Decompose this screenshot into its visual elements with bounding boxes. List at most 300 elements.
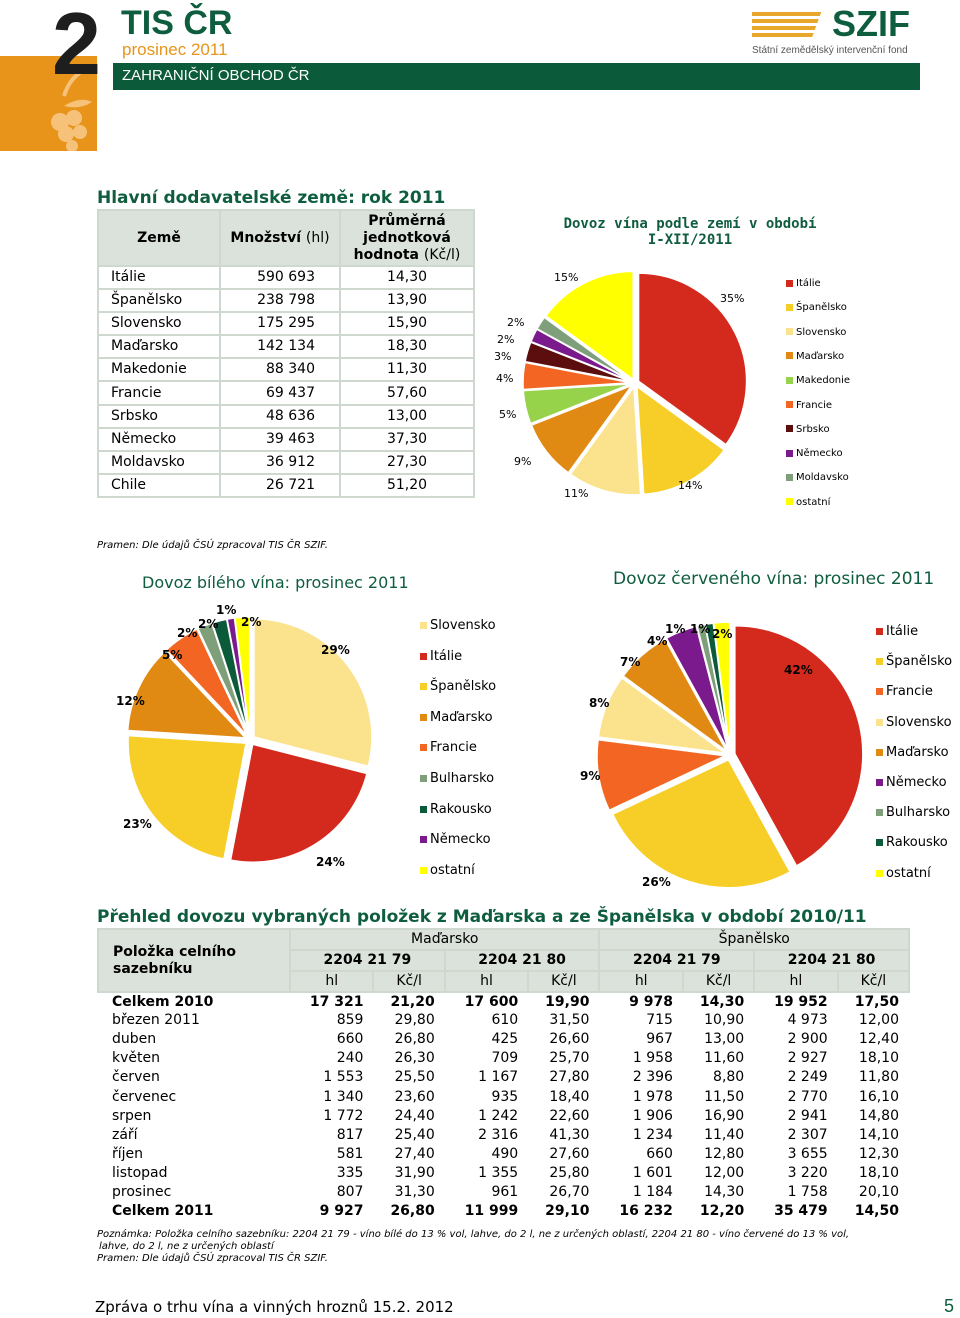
table-cell: 24,40 xyxy=(394,1107,435,1124)
table-cell: 57,60 xyxy=(340,381,474,404)
table-row xyxy=(98,1107,909,1126)
table-cell: Francie xyxy=(98,381,220,404)
table-cell: 1 355 xyxy=(478,1164,519,1181)
table-cell: 14,30 xyxy=(340,266,474,289)
legend-item xyxy=(786,448,843,460)
table-cell: 25,70 xyxy=(549,1050,590,1067)
szif-subtitle: Státní zemědělský intervenční fond xyxy=(752,45,908,56)
legend-label: Moldavsko xyxy=(796,472,849,484)
table-row xyxy=(98,1011,909,1030)
table-cell: 14,30 xyxy=(704,1183,745,1200)
table-cell: 23,60 xyxy=(394,1088,435,1105)
legend-swatch xyxy=(786,304,793,311)
table-cell: 1 601 xyxy=(632,1164,673,1181)
legend-swatch xyxy=(786,401,793,408)
col-spain: Španělsko xyxy=(599,929,909,950)
table-cell: 14,10 xyxy=(858,1126,899,1143)
table-cell: 18,10 xyxy=(858,1050,899,1067)
table-cell: 490 xyxy=(491,1145,519,1162)
table-cell: 1 906 xyxy=(632,1107,673,1124)
table-cell: 142 134 xyxy=(220,335,340,358)
table-cell: 240 xyxy=(336,1050,364,1067)
table-cell: 11,80 xyxy=(858,1069,899,1086)
table-row xyxy=(98,1183,909,1202)
table-cell: 1 340 xyxy=(323,1088,364,1105)
legend-label: Maďarsko xyxy=(430,709,493,725)
table-cell: 2 941 xyxy=(787,1107,828,1124)
legend-item xyxy=(420,771,494,786)
legend-label: Španělsko xyxy=(430,679,497,695)
col-item: Položka celního sazebníku xyxy=(98,929,290,992)
table-cell: 610 xyxy=(491,1012,519,1029)
table-row xyxy=(98,474,474,497)
table-cell: 14,30 xyxy=(699,993,745,1010)
table2-title: Přehled dovozu vybraných položek z Maďarska a ze Španělska v období 2010/11 xyxy=(97,907,867,927)
table-cell: 2 770 xyxy=(787,1088,828,1105)
table-cell: 1 958 xyxy=(632,1050,673,1067)
table-cell: 16,10 xyxy=(858,1088,899,1105)
table-cell: 26,70 xyxy=(549,1183,590,1200)
legend-item xyxy=(786,497,830,509)
legend-label: Makedonie xyxy=(796,375,851,387)
szif-logo-icon xyxy=(752,10,822,43)
legend-item xyxy=(420,679,496,694)
table-cell: 1 167 xyxy=(478,1069,519,1086)
legend-swatch xyxy=(786,280,793,287)
table-cell: 19,90 xyxy=(545,993,590,1010)
legend-item xyxy=(786,327,846,339)
table-cell: 2 249 xyxy=(787,1069,828,1086)
table-cell: Německo xyxy=(98,428,220,451)
table-cell: 12,00 xyxy=(858,1012,899,1029)
row-label: Celkem 2011 xyxy=(112,1203,214,1220)
import-items-table xyxy=(97,928,910,1221)
table-cell: 22,60 xyxy=(549,1107,590,1124)
table-cell: 69 437 xyxy=(220,381,340,404)
legend-label: Slovensko xyxy=(430,618,496,633)
table-row xyxy=(98,1049,909,1068)
legend-label: Itálie xyxy=(430,648,463,664)
legend-swatch xyxy=(876,658,883,665)
table-row xyxy=(98,1087,909,1106)
legend-item xyxy=(786,278,821,290)
legend-swatch xyxy=(786,450,793,457)
legend-item xyxy=(876,775,947,790)
legend-swatch xyxy=(420,744,427,751)
legend-swatch xyxy=(420,714,427,721)
table-row xyxy=(98,289,474,312)
legend-swatch xyxy=(786,328,793,335)
pie-data-label: 5% xyxy=(162,648,183,662)
table-cell: 1 553 xyxy=(323,1069,364,1086)
legend-item xyxy=(420,618,496,633)
pie-data-label: 15% xyxy=(554,271,579,284)
pie-data-label: 2% xyxy=(198,617,219,631)
table-cell: 17 600 xyxy=(464,993,519,1010)
pie-data-label: 2% xyxy=(177,626,198,640)
pie-data-label: 2% xyxy=(241,615,262,629)
table-cell: 238 798 xyxy=(220,289,340,312)
table-cell: 17,50 xyxy=(854,993,899,1010)
legend-swatch xyxy=(786,352,793,359)
table-cell: 12,30 xyxy=(858,1145,899,1162)
legend-swatch xyxy=(420,683,427,690)
table-cell: 11,60 xyxy=(704,1050,745,1067)
legend-item xyxy=(420,649,462,664)
table-cell: 660 xyxy=(336,1031,364,1048)
unit-header: hl xyxy=(754,971,837,992)
legend-swatch xyxy=(786,474,793,481)
table-cell: 15,90 xyxy=(340,312,474,335)
issue-date: prosinec 2011 xyxy=(122,40,228,59)
footer-text: Zpráva o trhu vína a vinných hroznů 15.2. 2012 xyxy=(95,1298,454,1316)
table-cell: 175 295 xyxy=(220,312,340,335)
row-label: listopad xyxy=(112,1164,168,1181)
table-cell: 967 xyxy=(646,1031,673,1048)
table-cell: 27,40 xyxy=(394,1145,435,1162)
pie-data-label: 5% xyxy=(499,408,517,421)
legend-label: Bulharsko xyxy=(430,771,495,786)
table-cell: 8,80 xyxy=(713,1069,745,1086)
table-cell: 31,30 xyxy=(394,1183,435,1200)
table-cell: 35 479 xyxy=(774,1203,828,1220)
table-row xyxy=(98,335,474,358)
code-header: 2204 21 80 xyxy=(754,950,909,971)
page-number: 5 xyxy=(944,1296,955,1316)
table-row xyxy=(98,1068,909,1087)
table-cell: 39 463 xyxy=(220,428,340,451)
table2-source: Pramen: Dle údajů ČSÚ zpracoval TIS ČR SZIF. xyxy=(97,1253,328,1264)
table-cell: 961 xyxy=(491,1183,519,1200)
table-cell: 859 xyxy=(336,1012,364,1029)
legend-swatch xyxy=(876,719,883,726)
table-cell: 11,30 xyxy=(340,358,474,381)
table-cell: 9 927 xyxy=(319,1203,364,1220)
legend-label: ostatní xyxy=(796,496,831,508)
code-header: 2204 21 80 xyxy=(445,950,600,971)
table1-title: Hlavní dodavatelské země: rok 2011 xyxy=(97,188,446,208)
legend-label: Itálie xyxy=(796,278,821,289)
table1-source: Pramen: Dle údajů ČSÚ zpracoval TIS ČR SZIF. xyxy=(97,540,328,551)
table-cell: 14,50 xyxy=(854,1203,899,1220)
table-cell: 2 927 xyxy=(787,1050,828,1067)
table-row xyxy=(98,266,474,289)
pie-data-label: 9% xyxy=(580,769,601,783)
table-cell: 26 721 xyxy=(220,474,340,497)
col-country: Země xyxy=(98,210,220,266)
legend-item xyxy=(420,863,475,878)
pie-data-label: 11% xyxy=(564,487,589,500)
pie-data-label: 4% xyxy=(647,634,668,648)
table-cell: 26,80 xyxy=(394,1031,435,1048)
table-cell: 19 952 xyxy=(774,993,828,1010)
table-row xyxy=(98,1126,909,1145)
table-cell: 2 900 xyxy=(787,1031,828,1048)
table-cell: 31,50 xyxy=(549,1012,590,1029)
table-cell: 17 321 xyxy=(309,993,364,1010)
table-cell: 807 xyxy=(336,1183,364,1200)
legend-swatch xyxy=(876,809,883,816)
table-cell: 16,90 xyxy=(704,1107,745,1124)
legend-item xyxy=(786,472,849,484)
table-cell: Španělsko xyxy=(98,289,220,312)
col-hungary: Maďarsko xyxy=(290,929,599,950)
pie-data-label: 12% xyxy=(116,694,145,708)
chart1-title: Dovoz vína podle zemí v období I-XII/2011 xyxy=(563,216,817,248)
legend-item xyxy=(420,710,493,725)
table-cell: 12,00 xyxy=(704,1164,745,1181)
table-cell: 12,80 xyxy=(704,1145,745,1162)
table-row xyxy=(98,1030,909,1049)
table-cell: 2 316 xyxy=(478,1126,519,1143)
legend-swatch xyxy=(876,870,883,877)
table-cell: 715 xyxy=(646,1012,673,1029)
table-cell: 37,30 xyxy=(340,428,474,451)
table-cell: Moldavsko xyxy=(98,451,220,474)
legend-label: Francie xyxy=(886,684,933,700)
pie-data-label: 7% xyxy=(620,655,641,669)
table-cell: 16 232 xyxy=(619,1203,673,1220)
supplier-table xyxy=(97,209,475,498)
legend-item xyxy=(786,400,832,412)
pie-data-label: 42% xyxy=(784,663,813,677)
code-header: 2204 21 79 xyxy=(599,950,754,971)
legend-item xyxy=(876,745,949,760)
legend-label: Německo xyxy=(886,775,947,790)
table-cell: 48 636 xyxy=(220,405,340,428)
table-cell: 27,60 xyxy=(549,1145,590,1162)
table-cell: 581 xyxy=(336,1145,364,1162)
table-cell: 18,10 xyxy=(858,1164,899,1181)
row-label: září xyxy=(112,1126,138,1143)
legend-label: ostatní xyxy=(430,862,475,878)
row-label: červen xyxy=(112,1069,160,1086)
pie-data-label: 24% xyxy=(316,855,345,869)
table-cell: Maďarsko xyxy=(98,335,220,358)
legend-item xyxy=(876,805,950,820)
table-cell: 1 242 xyxy=(478,1107,519,1124)
legend-swatch xyxy=(420,653,427,660)
table-cell: 13,00 xyxy=(340,405,474,428)
pie-data-label: 8% xyxy=(589,696,610,710)
legend-label: Maďarsko xyxy=(796,350,845,362)
table-cell: 3 220 xyxy=(787,1164,828,1181)
legend-item xyxy=(786,424,830,436)
table-cell: 1 234 xyxy=(632,1126,673,1143)
legend-item xyxy=(876,715,952,730)
pie-data-label: 29% xyxy=(321,643,350,657)
legend-item xyxy=(786,351,844,363)
legend-item xyxy=(420,832,491,847)
table-cell: 817 xyxy=(336,1126,364,1143)
table-cell: 51,20 xyxy=(340,474,474,497)
row-label: březen 2011 xyxy=(112,1012,200,1029)
pie-slice xyxy=(128,736,246,859)
legend-label: Srbsko xyxy=(796,423,830,435)
table-cell: 11,50 xyxy=(704,1088,745,1105)
pie-data-label: 1% xyxy=(216,603,237,617)
table-cell: 1 758 xyxy=(787,1183,828,1200)
legend-label: Francie xyxy=(796,399,833,411)
unit-header: Kč/l xyxy=(373,971,444,992)
legend-swatch xyxy=(786,425,793,432)
pie-data-label: 9% xyxy=(514,455,532,468)
legend-item xyxy=(876,835,948,850)
table-cell: 26,80 xyxy=(390,1203,435,1220)
pie-data-label: 1% xyxy=(665,622,686,636)
header-subtitle: ZAHRANIČNÍ OBCHOD ČR xyxy=(122,67,310,84)
table-cell: 2 307 xyxy=(787,1126,828,1143)
table-cell: 11,40 xyxy=(704,1126,745,1143)
table-cell: 26,30 xyxy=(394,1050,435,1067)
table-cell: 935 xyxy=(491,1088,519,1105)
legend-label: Španělsko xyxy=(796,302,847,314)
table-cell: 14,80 xyxy=(858,1107,899,1124)
table-cell: 36 912 xyxy=(220,451,340,474)
legend-label: Španělsko xyxy=(886,654,953,670)
chart2-title: Dovoz bílého vína: prosinec 2011 xyxy=(142,573,409,592)
table-row xyxy=(98,451,474,474)
legend-item xyxy=(876,624,918,639)
table-cell: Srbsko xyxy=(98,405,220,428)
table-cell: 425 xyxy=(491,1031,519,1048)
table-row xyxy=(98,992,909,1011)
legend-label: Slovensko xyxy=(796,326,847,338)
pie-data-label: 23% xyxy=(123,817,152,831)
unit-header: hl xyxy=(290,971,373,992)
legend-swatch xyxy=(876,779,883,786)
table-cell: Chile xyxy=(98,474,220,497)
pie-data-label: 26% xyxy=(642,875,671,889)
note-line: Poznámka: Položka celního sazebníku: 2204 21 79 - víno bílé do 13 % vol, lahve, do 2 l, ne z určených oblastí, 2204 21 80 - víno červené do 13 % vol, xyxy=(97,1229,850,1240)
legend-swatch xyxy=(876,688,883,695)
table-row xyxy=(98,405,474,428)
table-cell: 4 973 xyxy=(787,1012,828,1029)
legend-label: Itálie xyxy=(886,624,919,639)
row-label: prosinec xyxy=(112,1183,172,1200)
pie-data-label: 3% xyxy=(494,350,512,363)
pie-chart-white-wine xyxy=(120,590,390,880)
legend-item xyxy=(786,302,847,314)
legend-item xyxy=(786,375,850,387)
legend-swatch xyxy=(876,749,883,756)
table-cell: 41,30 xyxy=(549,1126,590,1143)
table-cell: 12,40 xyxy=(858,1031,899,1048)
table-cell: 709 xyxy=(491,1050,519,1067)
unit-header: hl xyxy=(445,971,528,992)
table-cell: 9 978 xyxy=(629,993,673,1010)
table-row xyxy=(98,358,474,381)
table-cell: 25,50 xyxy=(394,1069,435,1086)
row-label: červenec xyxy=(112,1088,177,1105)
row-label: květen xyxy=(112,1050,160,1067)
legend-swatch xyxy=(876,839,883,846)
row-label: duben xyxy=(112,1031,157,1048)
table-cell: 590 693 xyxy=(220,266,340,289)
table-cell: 11 999 xyxy=(464,1203,519,1220)
pie-data-label: 1% xyxy=(690,622,711,636)
table-cell: Itálie xyxy=(98,266,220,289)
table-cell: 88 340 xyxy=(220,358,340,381)
legend-swatch xyxy=(420,775,427,782)
table-cell: 31,90 xyxy=(394,1164,435,1181)
col-quantity: Množství (hl) xyxy=(220,210,340,266)
table-row xyxy=(98,1202,909,1221)
table-cell: 25,80 xyxy=(549,1164,590,1181)
table-cell: 29,10 xyxy=(545,1203,590,1220)
legend-item xyxy=(876,654,952,669)
table-cell: 1 184 xyxy=(632,1183,673,1200)
legend-swatch xyxy=(876,628,883,635)
table-cell: 18,40 xyxy=(549,1088,590,1105)
table-cell: 18,30 xyxy=(340,335,474,358)
legend-swatch xyxy=(420,622,427,629)
table-row xyxy=(98,428,474,451)
table-cell: Slovensko xyxy=(98,312,220,335)
legend-swatch xyxy=(786,377,793,384)
pie-data-label: 35% xyxy=(720,292,745,305)
table-cell: 27,30 xyxy=(340,451,474,474)
legend-item xyxy=(876,684,933,699)
legend-swatch xyxy=(420,806,427,813)
szif-logo-text: SZIF xyxy=(832,3,910,44)
table-cell: 12,20 xyxy=(699,1203,745,1220)
chart3-title: Dovoz červeného vína: prosinec 2011 xyxy=(613,569,935,589)
table-cell: 660 xyxy=(646,1145,673,1162)
table-cell: 20,10 xyxy=(858,1183,899,1200)
table-cell: 13,90 xyxy=(340,289,474,312)
pie-chart-red-wine xyxy=(590,600,870,900)
legend-item xyxy=(876,866,931,881)
note-line: lahve, do 2 l, ne z určených oblastí xyxy=(99,1241,274,1252)
unit-header: Kč/l xyxy=(838,971,909,992)
table-cell: 335 xyxy=(336,1164,364,1181)
code-header: 2204 21 79 xyxy=(290,950,445,971)
table-cell: 2 396 xyxy=(632,1069,673,1086)
legend-label: ostatní xyxy=(886,865,931,881)
table-cell: 26,60 xyxy=(549,1031,590,1048)
legend-label: Rakousko xyxy=(886,835,948,851)
table-cell: 21,20 xyxy=(390,993,435,1010)
table-cell: 1 772 xyxy=(323,1107,364,1124)
row-label: srpen xyxy=(112,1107,152,1124)
table-cell: 3 655 xyxy=(787,1145,828,1162)
legend-swatch xyxy=(420,836,427,843)
table-cell: Makedonie xyxy=(98,358,220,381)
table-cell: 25,40 xyxy=(394,1126,435,1143)
unit-header: Kč/l xyxy=(683,971,754,992)
legend-label: Rakousko xyxy=(430,801,492,817)
legend-label: Německo xyxy=(430,832,491,848)
pie-slice xyxy=(231,744,367,862)
legend-swatch xyxy=(420,867,427,874)
legend-item xyxy=(420,740,477,755)
pie-data-label: 4% xyxy=(496,372,514,385)
table-cell: 29,80 xyxy=(394,1012,435,1029)
legend-swatch xyxy=(786,498,793,505)
row-label: Celkem 2010 xyxy=(112,993,214,1010)
table-row xyxy=(98,312,474,335)
pie-slice xyxy=(254,619,372,766)
unit-header: hl xyxy=(599,971,682,992)
table-cell: 10,90 xyxy=(704,1012,745,1029)
row-label: říjen xyxy=(112,1145,144,1162)
brand-title: TIS ČR xyxy=(121,4,233,42)
pie-data-label: 2% xyxy=(507,316,525,329)
col-price: Průměrná jednotková hodnota (Kč/l) xyxy=(340,210,474,266)
pie-data-label: 2% xyxy=(712,627,733,641)
table-row xyxy=(98,1164,909,1183)
